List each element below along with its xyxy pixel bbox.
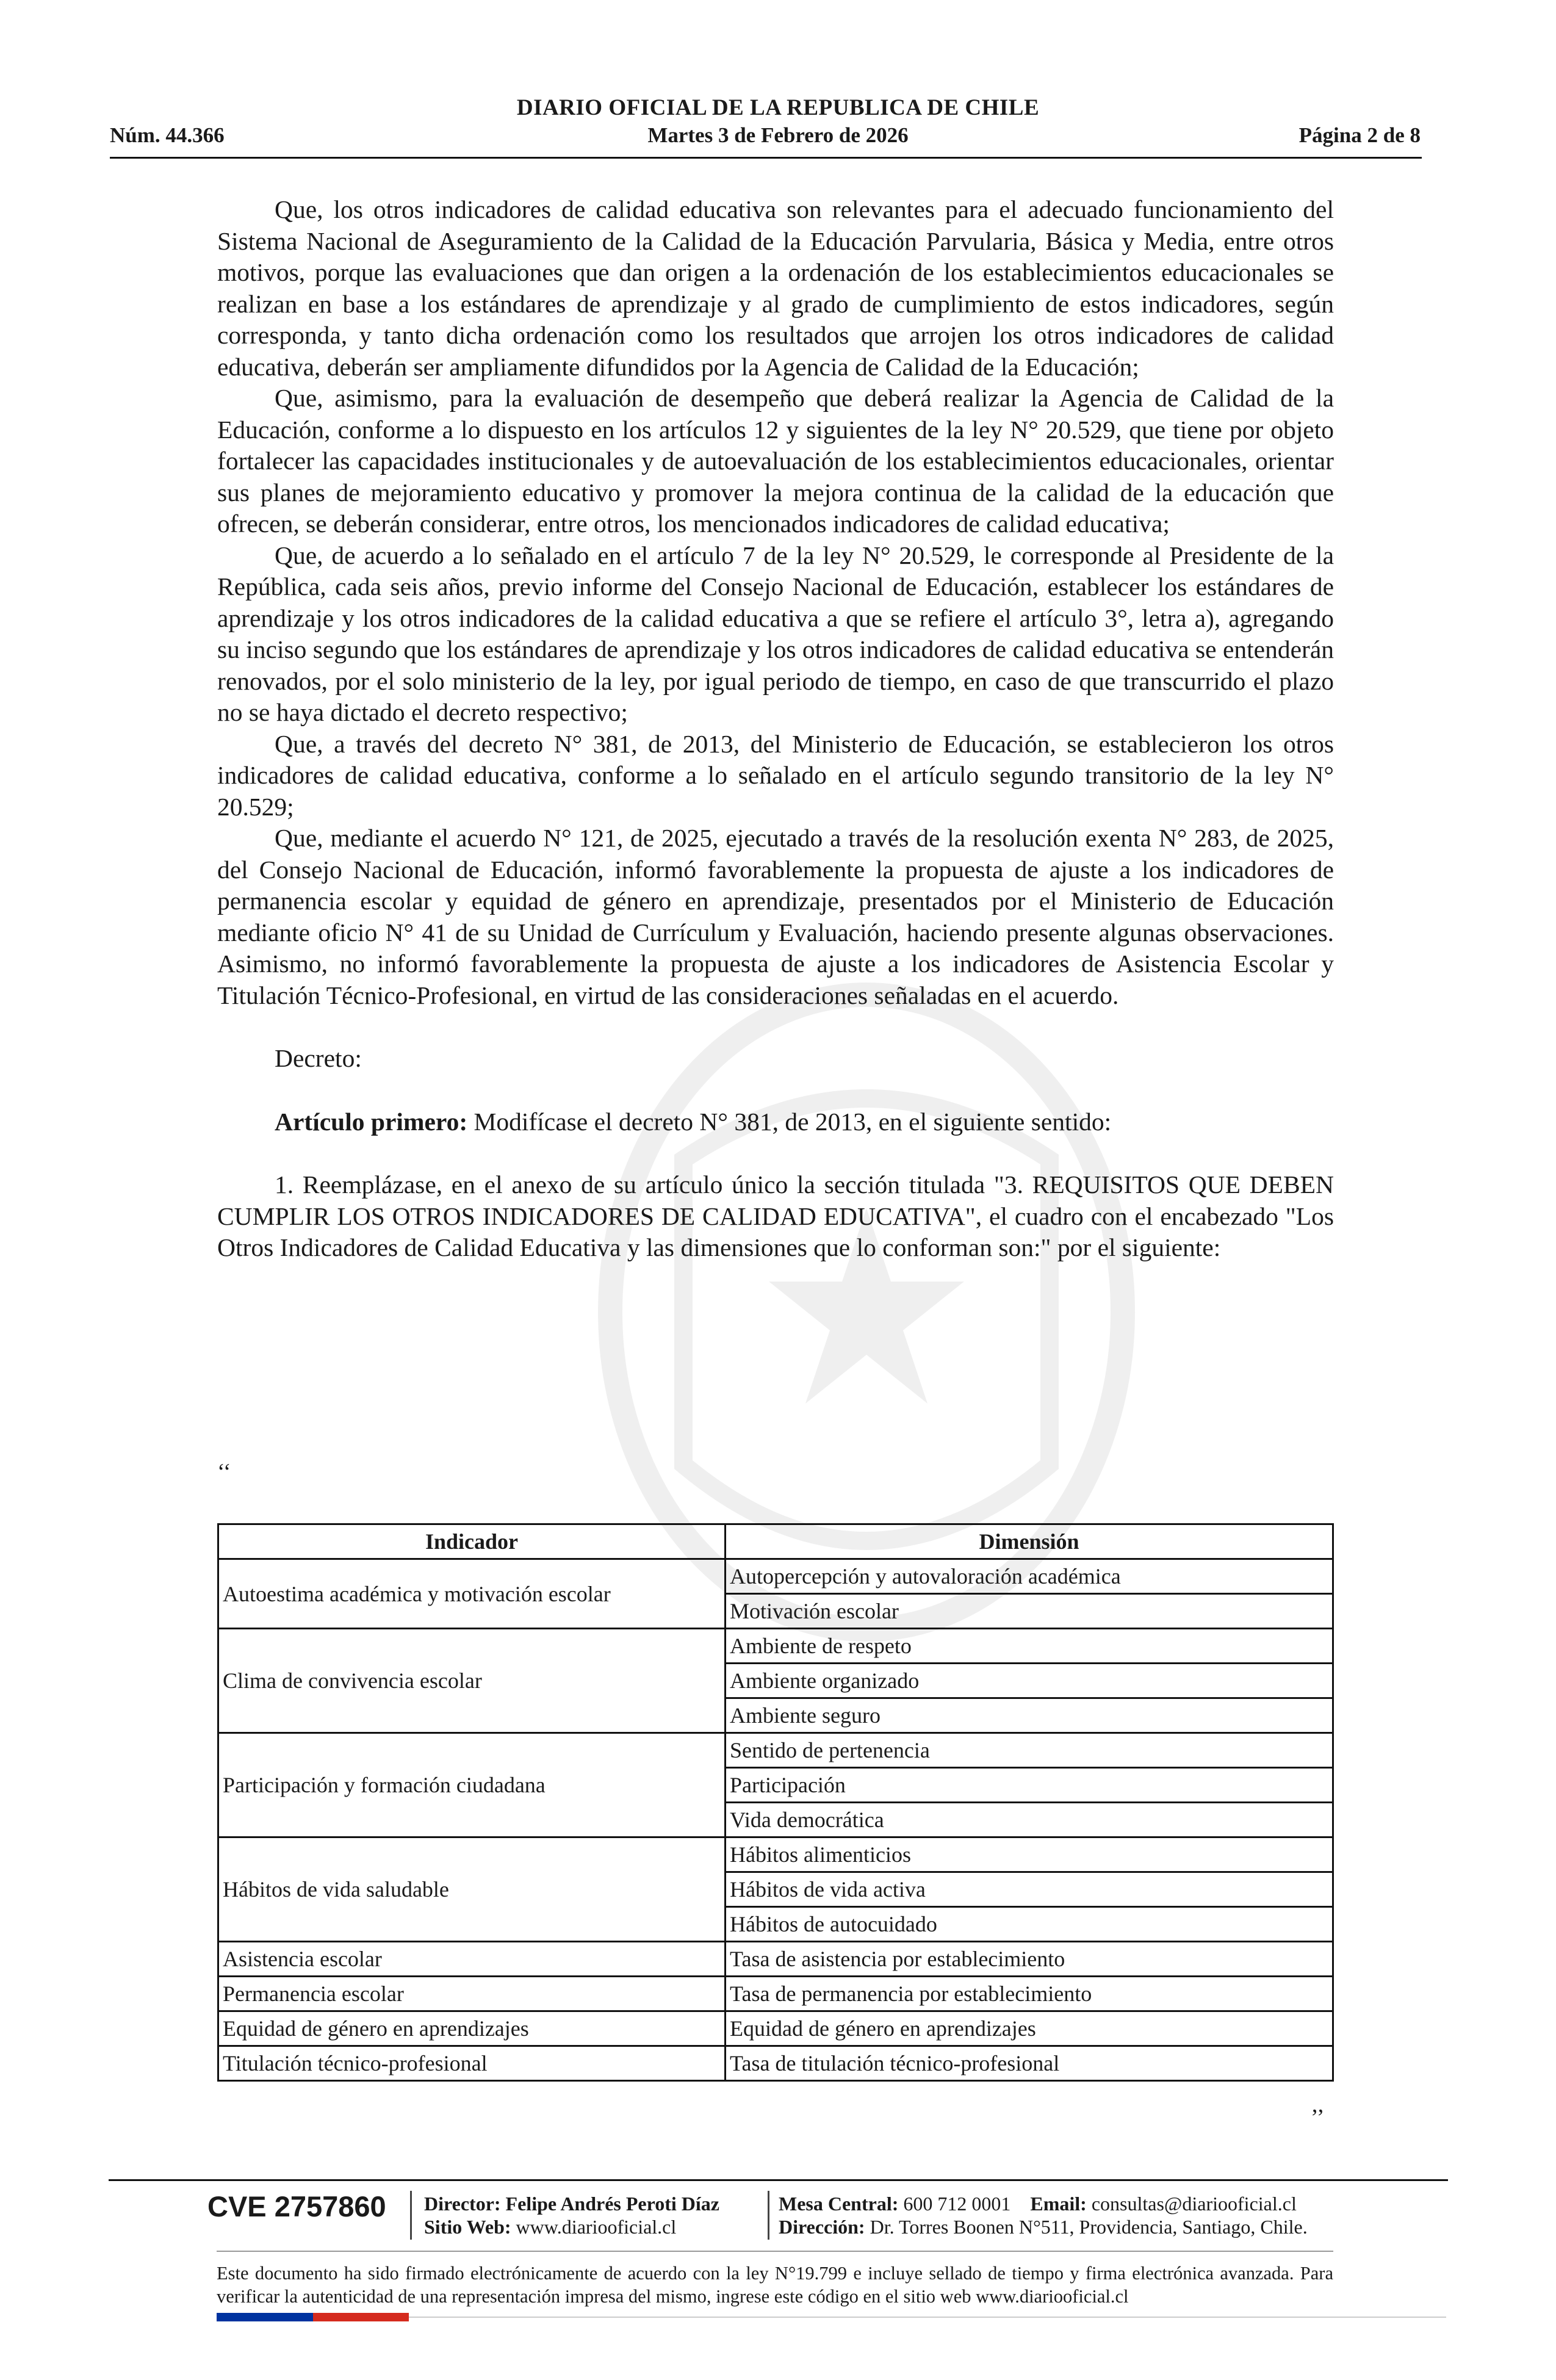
opening-quote: ‘‘: [217, 1459, 231, 1485]
email-label: Email:: [1030, 2193, 1087, 2215]
director-label: Director:: [424, 2193, 501, 2215]
paragraph: Que, de acuerdo a lo señalado en el artículo 7 de la ley N° 20.529, le corresponde al Presidente de la República, cada seis años, previo informe del Consejo Nacional de Educación, establecer los estándares de aprendizaje y los otros indicadores de la calidad educativa a que se refiere el artículo 3°, letra a), agregando su inciso segundo que los estándares de aprendizaje y los otros indicadores de calidad educativa se entenderán renovados, por el solo ministerio de la ley, por igual periodo de tiempo, en caso de que transcurrido el plazo no se haya dictado el decreto respectivo;: [217, 541, 1334, 726]
dimension-cell: Equidad de género en aprendizajes: [726, 2011, 1333, 2046]
table-row: [218, 1629, 1333, 1664]
footer-divider-bottom: [409, 2317, 1446, 2318]
indicator-cell: Autoestima académica y motivación escolar: [218, 1559, 726, 1629]
issue-date: Martes 3 de Febrero de 2026: [647, 123, 909, 147]
flag-segment: [313, 2313, 361, 2321]
mesa-phone: 600 712 0001: [903, 2193, 1011, 2215]
dimension-cell: Hábitos de vida activa: [726, 1872, 1333, 1907]
closing-quote: ’’: [1311, 2105, 1325, 2130]
dimension-cell: Vida democrática: [726, 1803, 1333, 1837]
dimension-cell: Motivación escolar: [726, 1594, 1333, 1629]
dimension-cell: Hábitos alimenticios: [726, 1837, 1333, 1872]
footer-separator: [410, 2191, 412, 2240]
table-row: [218, 1977, 1333, 2011]
indicator-cell: Clima de convivencia escolar: [218, 1629, 726, 1733]
cve-code: CVE 2757860: [207, 2190, 386, 2223]
articulo-primero: [217, 1106, 1334, 1138]
footer-separator: [768, 2191, 769, 2240]
item-1: 1. Reemplázase, en el anexo de su artículo único la sección titulada "3. REQUISITOS QUE DEBEN CUMPLIR LOS OTROS INDICADORES DE CALIDAD EDUCATIVA", el cuadro con el encabezado "Los Otros Indicadores de Calidad Educativa y las dimensiones que lo conforman son:" por el siguiente:: [217, 1170, 1334, 1261]
indicator-cell: Participación y formación ciudadana: [218, 1733, 726, 1837]
footer-divider-thin: [217, 2251, 1333, 2252]
address-value: Dr. Torres Boonen N°511, Providencia, Santiago, Chile.: [870, 2216, 1308, 2238]
flag-segment: [217, 2313, 265, 2321]
indicator-cell: Permanencia escolar: [218, 1977, 726, 2011]
issue-number: Núm. 44.366: [110, 123, 225, 147]
dimension-cell: Ambiente de respeto: [726, 1629, 1333, 1664]
dimension-cell: Ambiente seguro: [726, 1698, 1333, 1733]
dimension-cell: Sentido de pertenencia: [726, 1733, 1333, 1768]
site-link[interactable]: www.diariooficial.cl: [516, 2216, 677, 2238]
dimension-cell: Ambiente organizado: [726, 1664, 1333, 1698]
dimension-cell: Tasa de asistencia por establecimiento: [726, 1942, 1333, 1977]
flag-segment: [361, 2313, 409, 2321]
table-row: [218, 2011, 1333, 2046]
dimension-cell: Autopercepción y autovaloración académica: [726, 1559, 1333, 1594]
indicator-cell: Hábitos de vida saludable: [218, 1837, 726, 1942]
paragraph: Que, a través del decreto N° 381, de 2013, del Ministerio de Educación, se establecieron los otros indicadores de calidad educativa, conforme a lo señalado en el artículo segundo transitorio de la ley N° 20.529;: [217, 729, 1334, 821]
header-divider: [110, 157, 1422, 159]
indicator-cell: Equidad de género en aprendizajes: [218, 2011, 726, 2046]
flag-stripe: [217, 2313, 409, 2321]
indicator-cell: Titulación técnico-profesional: [218, 2046, 726, 2081]
site-label: Sitio Web:: [424, 2216, 511, 2238]
paragraph: Que, mediante el acuerdo N° 121, de 2025, ejecutado a través de la resolución exenta N° 283, de 2025, del Consejo Nacional de Educación, informó favorablemente la propuesta de ajuste a los indicadores de permanencia escolar y equidad de género en aprendizaje, presentados por el Ministerio de Educación mediante oficio N° 41 de su Unidad de Currículum y Evaluación, haciendo presente algunas observaciones. Asimismo, no informó favorablemente la propuesta de ajuste a los indicadores de Asistencia Escolar y Titulación Técnico-Profesional, en virtud de las consideraciones señaladas en el acuerdo.: [217, 824, 1334, 1009]
mesa-label: Mesa Central:: [779, 2193, 899, 2215]
page-number: Página 2 de 8: [1298, 123, 1421, 147]
paragraph: Que, asimismo, para la evaluación de desempeño que deberá realizar la Agencia de Calidad de la Educación, conforme a lo dispuesto en los artículos 12 y siguientes de la ley N° 20.529, que tiene por objeto fortalecer las capacidades institucionales y de autoevaluación de los establecimientos educacionales, orientar sus planes de mejoramiento educativo y promover la mejora continua de la calidad de la educación que ofrecen, se deberán considerar, entre otros, los mencionados indicadores de calidad educativa;: [217, 384, 1334, 538]
footer-contact-block: [779, 2192, 1308, 2238]
table-row: [218, 2046, 1333, 2081]
table-header-indicador: Indicador: [218, 1524, 726, 1559]
table-header-dimension: Dimensión: [726, 1524, 1333, 1559]
articulo-text: Modifícase el decreto N° 381, de 2013, en el siguiente sentido:: [467, 1107, 1112, 1136]
signature-note: Este documento ha sido firmado electrónicamente de acuerdo con la ley N°19.799 e incluye sellado de tiempo y firma electrónica avanzada. Para verificar la autenticidad de una representación impresa del mismo, ingrese este código en el sitio web www.diariooficial.cl: [217, 2263, 1333, 2307]
indicators-table: [217, 1523, 1334, 2082]
decreto-label: Decreto:: [275, 1044, 362, 1072]
address-label: Dirección:: [779, 2216, 865, 2238]
dimension-cell: Hábitos de autocuidado: [726, 1907, 1333, 1942]
dimension-cell: Participación: [726, 1768, 1333, 1803]
table-row: [218, 1837, 1333, 1872]
newspaper-title: DIARIO OFICIAL DE LA REPUBLICA DE CHILE: [516, 95, 1040, 120]
dimension-cell: Tasa de permanencia por establecimiento: [726, 1977, 1333, 2011]
table-row: [218, 1733, 1333, 1768]
indicator-cell: Asistencia escolar: [218, 1942, 726, 1977]
director-name: Felipe Andrés Peroti Díaz: [505, 2193, 719, 2215]
articulo-label: Artículo primero:: [275, 1107, 468, 1136]
paragraph: Que, los otros indicadores de calidad educativa son relevantes para el adecuado funcionamiento del Sistema Nacional de Aseguramiento de la Calidad de la Educación Parvularia, Básica y Media, entre otros motivos, porque las evaluaciones que dan origen a la ordenación de los establecimientos educacionales se realizan en base a los estándares de aprendizaje y al grado de cumplimiento de estos indicadores, según corresponda, y tanto dicha ordenación como los resultados que arrojen los otros indicadores de calidad educativa, deberán ser ampliamente difundidos por la Agencia de Calidad de la Educación;: [217, 195, 1334, 381]
footer-director-block: [424, 2192, 719, 2238]
email-link[interactable]: consultas@diariooficial.cl: [1091, 2193, 1297, 2215]
document-body: [217, 194, 1334, 1264]
table-row: [218, 1942, 1333, 1977]
flag-segment: [265, 2313, 313, 2321]
dimension-cell: Tasa de titulación técnico-profesional: [726, 2046, 1333, 2081]
footer-divider: [109, 2179, 1448, 2181]
table-row: [218, 1559, 1333, 1594]
